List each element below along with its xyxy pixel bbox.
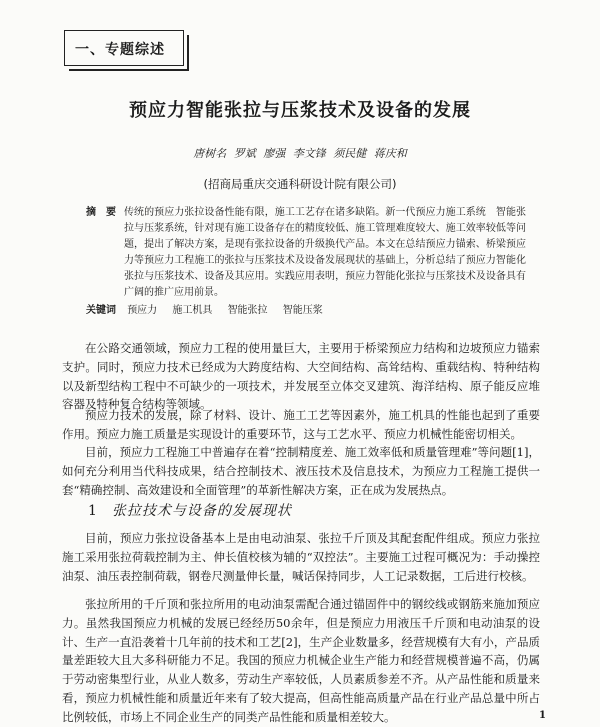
author: 须民健 xyxy=(333,147,367,160)
keyword: 智能压浆 xyxy=(282,305,323,316)
section-header-box xyxy=(64,30,184,66)
keyword: 预应力 xyxy=(127,305,158,316)
abstract-block xyxy=(86,205,526,301)
section-number: 1 xyxy=(88,503,98,519)
keywords-label: 关键词 xyxy=(86,305,116,316)
body-paragraph: 目前，预应力工程施工中普遍存在着“控制精度差、施工效率低和质量管理难”等问题[1]，如何充分利用当代科技成果，结合控制技术、液压技术及信息技术，为预应力工程施工提供一套“精确控制、高效建设和全面管理”的革新性解决方案，正在成为发展热点。 xyxy=(62,445,540,497)
author: 罗斌 xyxy=(233,147,256,160)
section-label: 一、专题综述 xyxy=(75,42,165,58)
paper-title: 预应力智能张拉与压浆技术及设备的发展 xyxy=(129,100,471,121)
author: 唐树名 xyxy=(193,147,227,160)
abstract-text: 传统的预应力张拉设备性能有限，施工工艺存在诸多缺陷。新一代预应力施工系统 智能张拉与压浆系统，针对现有施工设备存在的精度较低、施工管理难度较大、施工效率较低等问题，提出了解决方案，是现有张拉设备的升级换代产品。本文在总结预应力锚索、桥梁预应力等预应力工程施工的张拉与压浆技术及设备发展现状的基础上，分析总结了预应力智能化张拉与压浆技术、设备及其应用。实践应用表明，预应力智能化张拉与压浆技术及设备具有广阔的推广应用前景。 xyxy=(124,207,526,298)
keyword: 施工机具 xyxy=(172,305,213,316)
author-list xyxy=(0,145,600,161)
author: 廖强 xyxy=(263,147,286,160)
page-number: 1 xyxy=(539,710,546,721)
abstract-label: 摘 要 xyxy=(86,207,116,218)
section-heading xyxy=(88,500,292,520)
keyword: 智能张拉 xyxy=(227,305,268,316)
body-paragraph: 在公路交通领域，预应力工程的使用量巨大，主要用于桥梁预应力结构和边坡预应力锚索支护。同时，预应力技术已经成为大跨度结构、大空间结构、高耸结构、重载结构、特种结构以及新型结构工程中不可缺少的一项技术，并发展至立体交叉建筑、海洋结构、原子能反应堆容器及特种复合结构等领域。 xyxy=(62,341,540,412)
body-paragraph: 目前，预应力张拉设备基本上是由电动油泵、张拉千斤顶及其配套配件组成。预应力张拉施工采用张拉荷载控制为主、伸长值校核为辅的“双控法”。主要施工过程可概况为：手动操控油泵、油压表控制荷载，钢卷尺测量伸长量，喊话保持同步，人工记录数据，工后进行校核。 xyxy=(62,531,540,583)
author: 蒋庆和 xyxy=(373,147,407,160)
body-paragraph: 张拉所用的千斤顶和张拉所用的电动油泵需配合通过锚固件中的钢绞线或钢筋来施加预应力。虽然我国预应力机械的发展已经经历50余年，但是预应力用液压千斤顶和电动油泵的设计、生产一直沿袭着十几年前的技术和工艺[2]，生产企业数量多，经营规模有大有小，产品质量差距较大且大多科研能力不足。我国的预应力机械企业生产能力和经营规模普遍不高，仍属于劳动密集型行业，从业人数多，劳动生产率较低，人员素质参差不齐。从产品性能和质量来看，预应力机械性能和质量近年来有了较大提高，但高性能高质量产品在行业产品总量中所占比例较低，市场上不同企业生产的同类产品性能和质量相差较大。 xyxy=(62,597,540,724)
body-paragraph: 预应力技术的发展，除了材料、设计、施工工艺等因素外，施工机具的性能也起到了重要作用。预应力施工质量是实现设计的重要环节，这与工艺水平、预应力机械性能密切相关。 xyxy=(62,408,540,441)
keywords-line xyxy=(86,301,335,316)
section-heading-text: 张拉技术与设备的发展现状 xyxy=(111,503,292,519)
author: 李文锋 xyxy=(292,147,326,160)
affiliation: (招商局重庆交通科研设计院有限公司) xyxy=(203,177,397,191)
